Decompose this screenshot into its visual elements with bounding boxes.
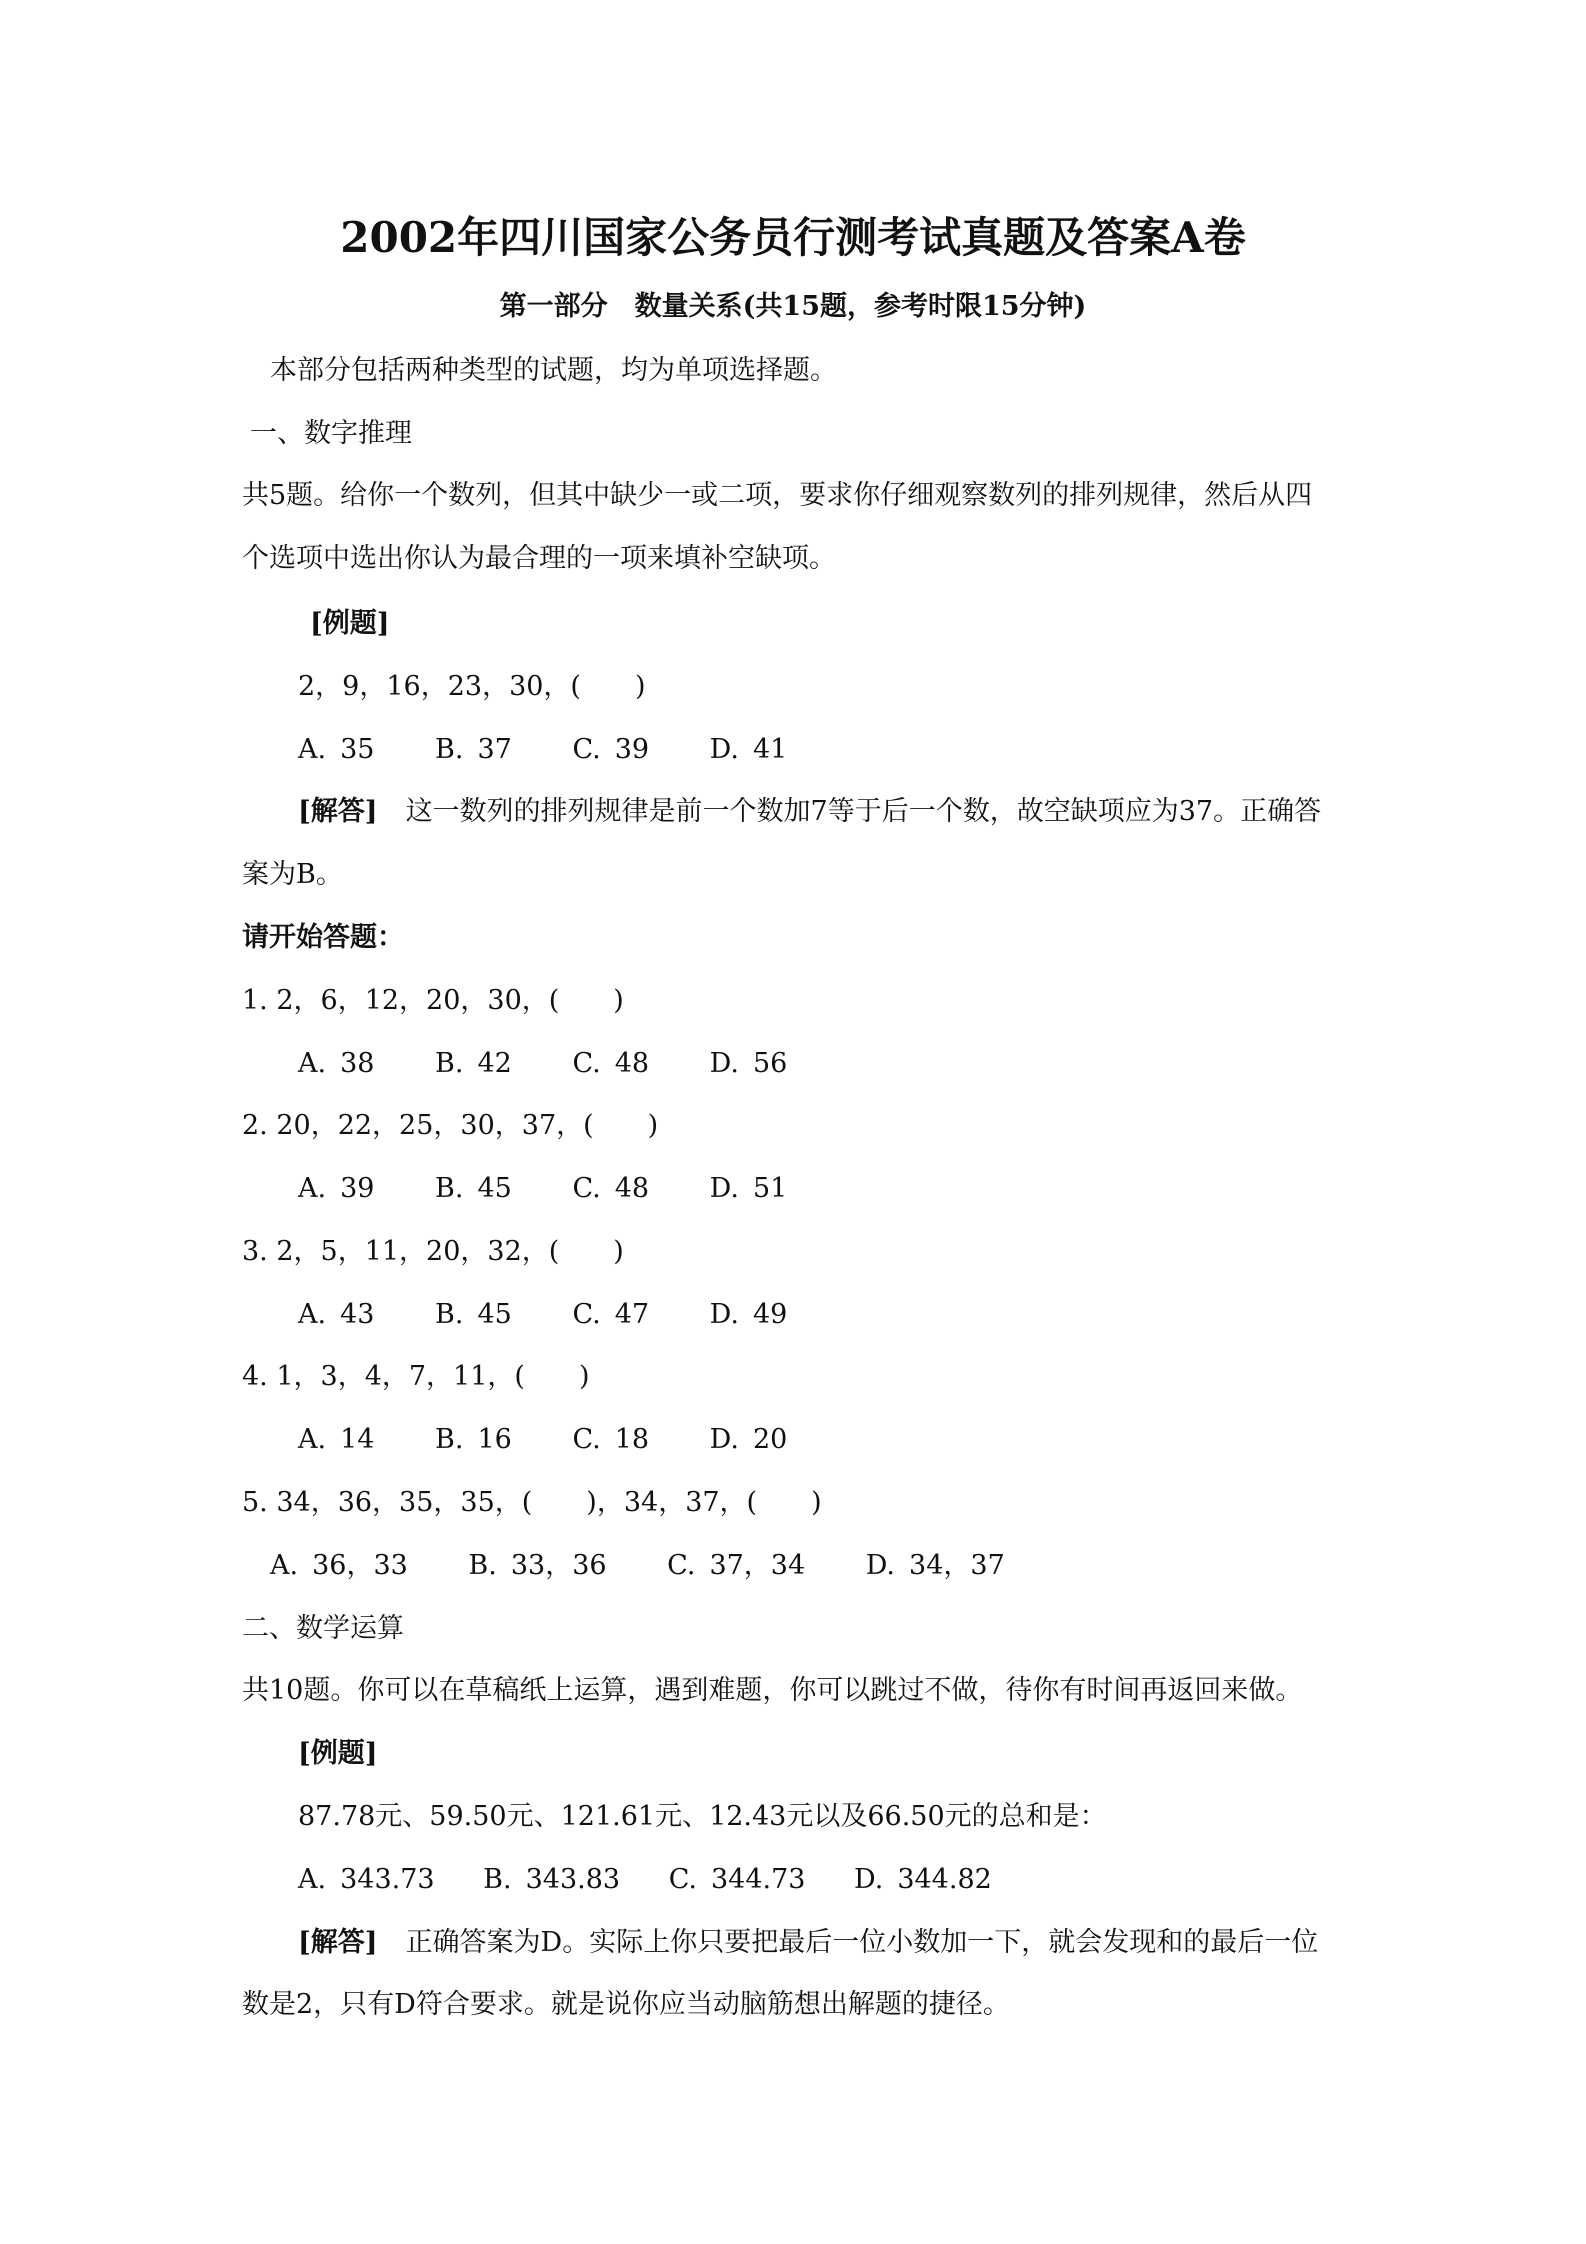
question-3-stem: 3. 2，5，11，20，32，( ) [242,1236,624,1267]
question-1-stem: 1. 2，6，12，20，30，( ) [242,985,624,1016]
option-b: B. 33，36 [468,1550,607,1581]
option-d: D. 20 [709,1424,788,1455]
section2-answer-line2: 数是2，只有D符合要求。就是说你应当动脑筋想出解题的捷径。 [242,1989,1010,2020]
section1-answer-line1 [298,794,1321,830]
document-title: 2002年四川国家公务员行测考试真题及答案A卷 [340,213,1246,262]
option-b: B. 45 [435,1173,512,1204]
option-a: A. 39 [298,1173,375,1204]
option-a: A. 14 [298,1424,375,1455]
option-c: C. 48 [572,1173,650,1204]
option-c: C. 48 [572,1048,650,1079]
option-b: B. 343.83 [483,1864,621,1895]
option-d: D. 41 [709,734,788,765]
option-a: A. 38 [298,1048,375,1079]
option-c: C. 39 [572,734,650,765]
option-a: A. 35 [298,734,375,765]
question-2-options [298,1171,787,1207]
question-3-options [298,1297,787,1333]
part-subtitle: 第一部分 数量关系(共15题，参考时限15分钟) [499,291,1087,322]
option-d: D. 34，37 [865,1550,1005,1581]
option-c: C. 344.73 [668,1864,806,1895]
section1-example-sequence: 2，9，16，23，30，( ) [298,671,646,702]
section1-heading: 一、数字推理 [250,418,412,449]
question-1-options [298,1046,787,1082]
answer-text: 这一数列的排列规律是前一个数加7等于后一个数，故空缺项应为37。正确答 [405,796,1322,827]
answer-tag: [解答] [298,1927,378,1958]
section1-desc-line1: 共5题。给你一个数列，但其中缺少一或二项，要求你仔细观察数列的排列规律，然后从四 [242,480,1313,511]
question-5-options [270,1548,1005,1584]
section2-heading: 二、数学运算 [242,1613,404,1644]
section2-answer-line1 [298,1925,1318,1961]
section2-desc: 共10题。你可以在草稿纸上运算，遇到难题，你可以跳过不做，待你有时间再返回来做。 [242,1675,1303,1706]
section1-answer-line2: 案为B。 [242,859,343,890]
option-d: D. 56 [709,1048,788,1079]
section2-example-text: 87.78元、59.50元、121.61元、12.43元以及66.50元的总和是： [298,1801,1107,1832]
option-a: A. 343.73 [298,1864,435,1895]
option-c: C. 37，34 [667,1550,806,1581]
option-c: C. 18 [572,1424,650,1455]
option-b: B. 45 [435,1299,512,1330]
option-d: D. 51 [709,1173,788,1204]
answer-tag: [解答] [298,796,378,827]
option-d: D. 344.82 [854,1864,992,1895]
question-4-options [298,1422,787,1458]
answer-text: 正确答案为D。实际上你只要把最后一位小数加一下，就会发现和的最后一位 [405,1927,1319,1958]
question-4-stem: 4. 1，3，4，7，11，( ) [242,1361,590,1392]
section2-example-tag: [例题] [298,1738,378,1769]
section1-example-options [298,732,787,768]
question-5-stem: 5. 34，36，35，35，( )，34，37，( ) [242,1487,822,1518]
section2-example-options [298,1862,992,1898]
option-b: B. 16 [435,1424,512,1455]
option-d: D. 49 [709,1299,788,1330]
option-a: A. 43 [298,1299,375,1330]
section1-desc-line2: 个选项中选出你认为最合理的一项来填补空缺项。 [242,543,836,574]
question-2-stem: 2. 20，22，25，30，37，( ) [242,1110,659,1141]
start-answering-label: 请开始答题： [242,922,404,953]
option-b: B. 42 [435,1048,512,1079]
option-b: B. 37 [435,734,512,765]
option-c: C. 47 [572,1299,650,1330]
intro-text: 本部分包括两种类型的试题，均为单项选择题。 [270,355,837,386]
section1-example-tag: [例题] [310,608,390,639]
option-a: A. 36，33 [270,1550,408,1581]
